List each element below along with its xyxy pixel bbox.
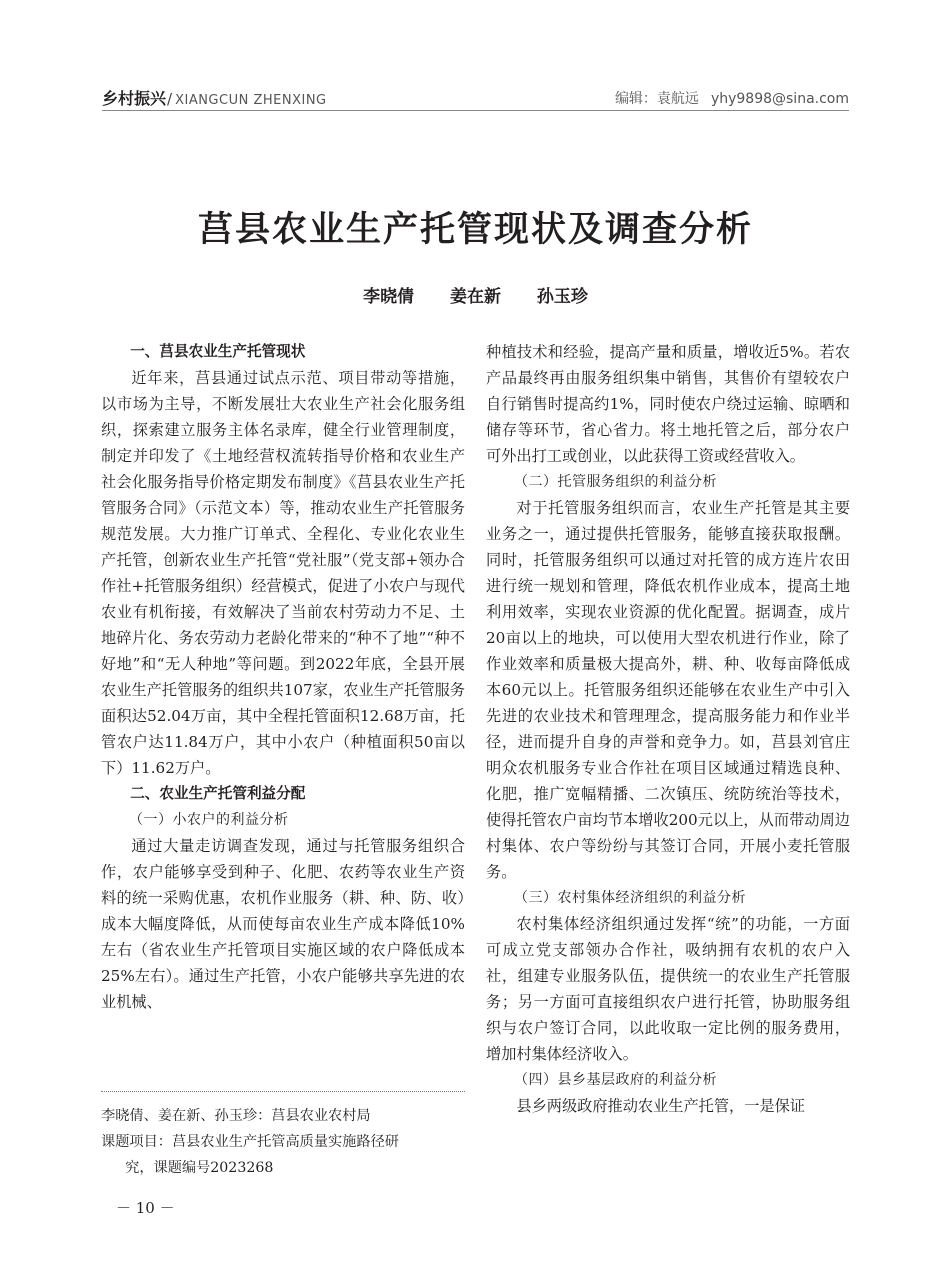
subsection-heading: （二）托管服务组织的利益分析 [514,474,717,490]
article-title: 莒县农业生产托管现状及调查分析 [197,210,753,250]
body-paragraph: 近年来，莒县通过试点示范、项目带动等措施，以市场为主导，不断发展壮大农业生产社会化服务组织，探索建立服务主体名录库，健全行业管理制度，制定并印发了《土地经营权流转指导价格和农业生产社会化服务指导价格定期发布制度》《莒县农业生产托管服务合同》（示范文本）等，推动农业生产托管服务规范发展。大力推广订单式、全程化、专业化农业生产托管，创新农业生产托管“党社服”（党支部+领办合作社+托管服务组织）经营模式，促进了小农户与现代农业有机衔接，有效解决了当前农村劳动力不足、土地碎片化、务农劳动力老龄化带来的“种不了地”“种不好地”和“无人种地”等问题。到2022年底，全县开展农业生产托管服务的组织共107家，农业生产托管服务面积达52.04万亩，其中全程托管面积12.68万亩，托管农户达11.84万户，其中小农户（种植面积50亩以下）11.62万户。 [101,369,465,777]
author-name: 孙玉珍 [536,287,588,307]
right-column [486,339,850,1119]
project-info: 课题项目：莒县农业生产托管高质量实施路径研 [101,1134,399,1150]
author-affiliation: 李晓倩、姜在新、孙玉珍：莒县农业农村局 [101,1108,371,1124]
body-paragraph: 农村集体经济组织通过发挥“统”的功能，一方面可成立党支部领办合作社，吸纳拥有农机的农户入社，组建专业服务队伍，提供统一的农业生产托管服务；另一方面可直接组织农户进行托管，协助服务组织与农户签订合同，以此收取一定比例的服务费用，增加村集体经济收入。 [486,915,850,1063]
editor-info [615,88,849,108]
body-paragraph: 县乡两级政府推动农业生产托管，一是保证 [516,1097,805,1115]
author-name: 姜在新 [450,287,501,307]
subsection-heading: （四）县乡基层政府的利益分析 [514,1072,717,1088]
page-number: － 10 － [116,1199,175,1217]
project-info-continued: 究，课题编号2023268 [125,1160,274,1176]
header-divider [102,110,849,111]
editor-name: 编辑：袁航远 [614,91,699,107]
section-name-pinyin: XIANGCUN ZHENXING [175,93,327,108]
subsection-heading: （一）小农户的利益分析 [129,812,289,828]
section-heading: 二、农业生产托管利益分配 [130,785,306,802]
author-list [102,282,849,307]
footnotes [101,1103,469,1181]
section-tag [102,86,327,109]
running-header [102,86,849,110]
subsection-heading: （三）农村集体经济组织的利益分析 [514,890,746,906]
body-paragraph: 对于托管服务组织而言，农业生产托管是其主要业务之一，通过提供托管服务，能够直接获取报酬。同时，托管服务组织可以通过对托管的成方连片农田进行统一规划和管理，降低农机作业成本，提高土地利用效率，实现农业资源的优化配置。据调查，成片20亩以上的地块，可以使用大型农机进行作业，除了作业效率和质量极大提高外，耕、种、收每亩降低成本60元以上。托管服务组织还能够在农业生产中引入先进的农业技术和管理理念，提高服务能力和作业半径，进而提升自身的声誉和竞争力。如，莒县刘官庄明众农机服务专业合作社在项目区域通过精选良种、化肥，推广宽幅精播、二次镇压、统防统治等技术，使得托管农户亩均节本增收200元以上，从而带动周边村集体、农户等纷纷与其签订合同，开展小麦托管服务。 [486,499,850,881]
editor-email: yhy9898@sina.com [710,91,849,107]
body-paragraph: 通过大量走访调查发现，通过与托管服务组织合作，农户能够享受到种子、化肥、农药等农业生产资料的统一采购优惠，农机作业服务（耕、种、防、收）成本大幅度降低，从而使每亩农业生产成本降低10%左右（省农业生产托管项目实施区域的农户降低成本25%左右）。通过生产托管，小农户能够共享先进的农业机械、 [101,837,465,1011]
author-name: 李晓倩 [363,287,415,307]
left-column [101,339,465,1015]
body-paragraph-continued: 种植技术和经验，提高产量和质量，增收近5%。若农产品最终再由服务组织集中销售，其售价有望较农户自行销售时提高约1%，同时使农户绕过运输、晾晒和储存等环节，省心省力。将土地托管之后，部分农户可外出打工或创业，以此获得工资或经营收入。 [486,343,850,465]
section-heading: 一、莒县农业生产托管现状 [130,343,306,360]
section-slash: / [167,90,173,108]
section-name: 乡村振兴 [102,89,167,108]
footnote-divider [101,1091,465,1092]
